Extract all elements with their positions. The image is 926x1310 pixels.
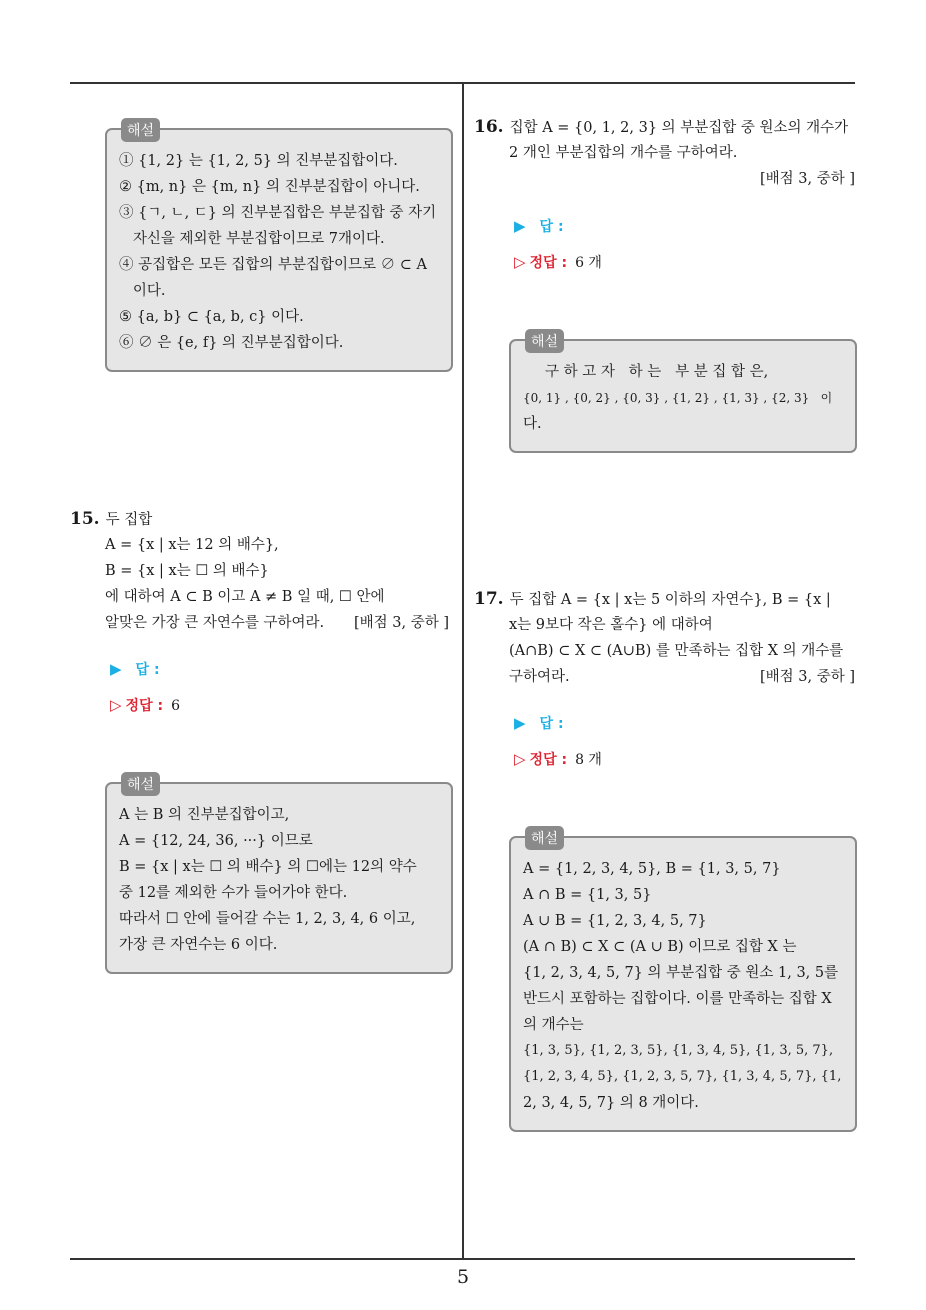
answer-key-value: 8 개 [575,752,602,768]
solution-tag: 해설 [525,826,564,850]
solution-line: ① {1, 2} 는 {1, 2, 5} 의 진부분집합이다. [119,153,398,169]
problem-number: 17. [474,589,504,609]
answer-label: 답 : [539,219,564,235]
problem-text: 두 집합 A = {x | x는 5 이하의 자연수}, B = {x | [509,592,831,608]
problem-meta: [배점 3, 중하 ] [354,615,450,631]
solution-line: 중 12를 제외한 수가 들어가야 한다. [119,885,348,901]
solution-line: ③ {ㄱ, ㄴ, ㄷ} 의 진부분집합은 부분집합 중 자기 [119,205,437,221]
solution-line: A = {1, 2, 3, 4, 5}, B = {1, 3, 5, 7} [523,861,781,877]
solution-line: A = {12, 24, 36, ···} 이므로 [119,833,313,849]
problem-text: 2 개인 부분집합의 개수를 구하여라. [509,145,738,161]
solution-line: 이다. [119,283,166,299]
answer-label: 답 : [539,716,564,732]
answer-key-label: 정답 : [125,698,164,714]
solution-line: 따라서 ☐ 안에 들어갈 수는 1, 2, 3, 4, 6 이고, [119,911,416,927]
solution-line: ⑤ {a, b} ⊂ {a, b, c} 이다. [119,309,304,325]
problem-text: 집합 A = {0, 1, 2, 3} 의 부분집합 중 원소의 개수가 [509,120,849,136]
answer-row [514,216,564,236]
problem-text: 두 집합 [105,512,153,528]
answer-key-row [110,695,180,715]
solution-line: A ∪ B = {1, 2, 3, 4, 5, 7} [523,913,707,929]
answer-key-label: 정답 : [529,255,568,271]
solution-line: {1, 2, 3, 4, 5}, {1, 2, 3, 5, 7}, {1, 3, 4, 5, 7}, {1, [523,1069,842,1084]
answer-key-label: 정답 : [529,752,568,768]
column-divider [462,83,464,1258]
solution-line: 의 개수는 [523,1017,584,1033]
problem-meta: [배점 3, 중하 ] [760,669,856,685]
problem-meta: [배점 3, 중하 ] [760,171,856,187]
answer-key-row [514,252,602,272]
solution-line: {0, 1} , {0, 2} , {0, 3} , {1, 2} , {1, 3} , {2, 3} 이 [523,391,833,405]
solution-line: A ∩ B = {1, 3, 5} [523,887,652,903]
play-icon: ▶ [514,714,526,732]
problem-text: (A∩B) ⊂ X ⊂ (A∪B) 를 만족하는 집합 X 의 개수를 [509,643,844,659]
play-icon: ▶ [514,217,526,235]
solution-line: 구 하 고 자 하 는 부 분 집 합 은, [545,364,769,380]
problem-text: 구하여라. [509,669,570,685]
bottom-rule [70,1258,855,1260]
solution-tag: 해설 [121,772,160,796]
solution-line: {1, 2, 3, 4, 5, 7} 의 부분집합 중 원소 1, 3, 5를 [523,965,839,981]
solution-line: (A ∩ B) ⊂ X ⊂ (A ∪ B) 이므로 집합 X 는 [523,939,797,955]
play-icon: ▶ [110,660,122,678]
solution-tag: 해설 [121,118,160,142]
triangle-outline-icon: ▷ [514,750,526,768]
solution-line: 2, 3, 4, 5, 7} 의 8 개이다. [523,1095,699,1111]
page-number: 5 [456,1266,470,1288]
triangle-outline-icon: ▷ [514,253,526,271]
problem-text: A = {x | x는 12 의 배수}, [105,537,279,553]
answer-key-row [514,749,602,769]
solution-tag: 해설 [525,329,564,353]
answer-row [514,713,564,733]
problem-text: x는 9보다 작은 홀수} 에 대하여 [509,617,713,633]
solution-box-17 [509,831,857,1132]
triangle-outline-icon: ▷ [110,696,122,714]
answer-label: 답 : [135,662,160,678]
problem-number: 15. [70,509,100,529]
solution-box-16 [509,334,857,453]
solution-line: {1, 3, 5}, {1, 2, 3, 5}, {1, 3, 4, 5}, {1, 3, 5, 7}, [523,1043,834,1058]
answer-row [110,659,160,679]
solution-line: A 는 B 의 진부분집합이고, [119,807,290,823]
solution-line: B = {x | x는 ☐ 의 배수} 의 ☐에는 12의 약수 [119,859,417,875]
solution-line: 가장 큰 자연수는 6 이다. [119,937,278,953]
problem-16 [474,114,859,166]
answer-key-value: 6 개 [575,255,602,271]
answer-key-value: 6 [171,698,180,714]
solution-line: 반드시 포함하는 집합이다. 이를 만족하는 집합 X [523,991,832,1007]
problem-text: B = {x | x는 ☐ 의 배수} [105,563,269,579]
solution-box-15 [105,777,453,974]
solution-line: ④ 공집합은 모든 집합의 부분집합이므로 ∅ ⊂ A [119,257,427,273]
solution-box-14 [105,123,453,372]
problem-text: 에 대하여 A ⊂ B 이고 A ≠ B 일 때, ☐ 안에 [105,589,385,605]
solution-line: 다. [523,416,542,432]
problem-number: 16. [474,117,504,137]
solution-line: ⑥ ∅ 은 {e, f} 의 진부분집합이다. [119,335,344,351]
problem-text: 알맞은 가장 큰 자연수를 구하여라. [105,615,325,631]
solution-line: 자신을 제외한 부분집합이므로 7개이다. [119,231,385,247]
solution-line: ② {m, n} 은 {m, n} 의 진부분집합이 아니다. [119,179,420,195]
